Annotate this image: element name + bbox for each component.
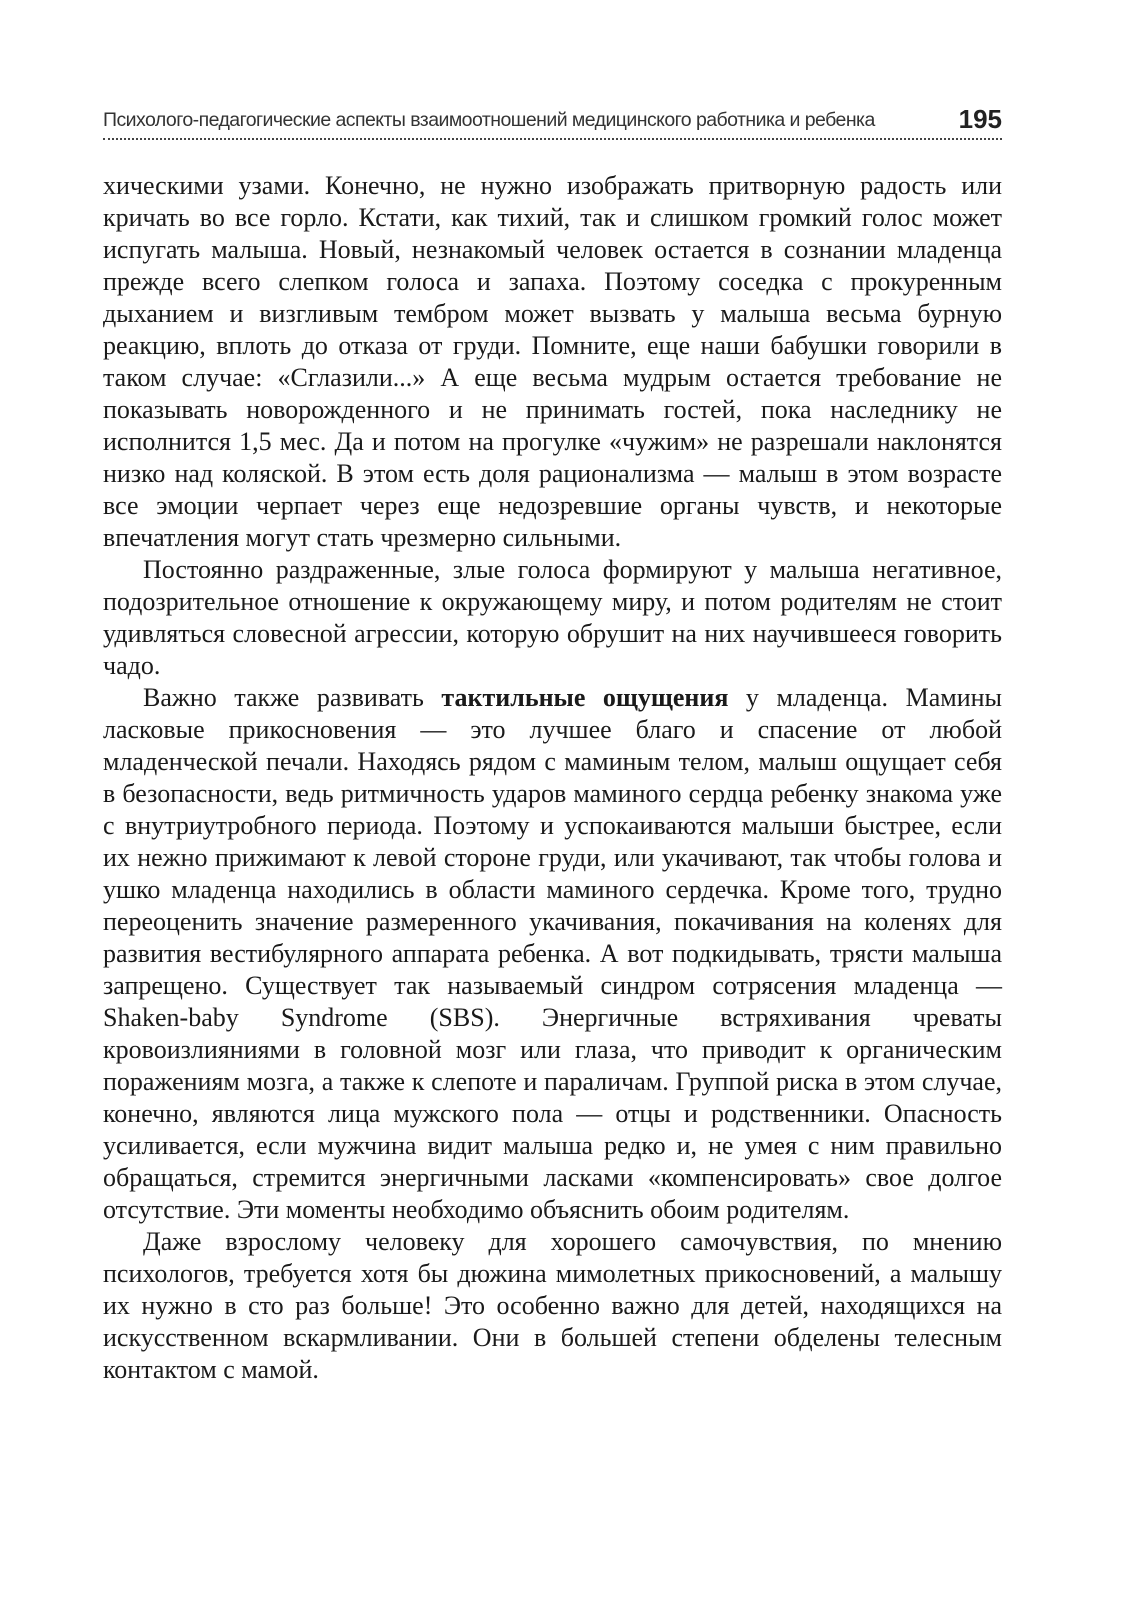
running-title: Психолого-педагогические аспекты взаимоотношений медицинского работника и ребенка bbox=[103, 109, 875, 131]
paragraph-4: Даже взрослому человеку для хорошего самочувствия, по мнению психологов, требуется хотя бы дюжина мимолетных прикосновений, а малышу их нужно в сто раз больше! Это особенно важно для детей, находящихся на искусственном вскармливании. Они в большей степени обделены телесным контактом с мамой. bbox=[103, 1227, 1002, 1384]
running-header bbox=[103, 104, 1002, 140]
paragraph-3 bbox=[103, 682, 1002, 1226]
paragraph-3-rest: у младенца. Мамины ласковые прикосновения — это лучшее благо и спасение от любой младенческой печали. Находясь рядом с маминым телом, малыш ощущает себя в безопасности, ведь ритмичность ударов маминого сердца ребенку знакома уже с внутриутробного периода. Поэтому и успокаиваются малыши быстрее, если их нежно прижимают к левой стороне груди, или укачивают, так чтобы голова и ушко младенца находились в области маминого сердечка. Кроме того, трудно переоценить значение размеренного укачивания, покачивания на коленях для развития вестибулярного аппарата ребенка. А вот подкидывать, трясти малыша запрещено. Существует так называемый синдром сотрясения младенца — Shaken-baby Syndrome (SBS). Энергичные встряхивания чреваты кровоизлияниями в головной мозг или глаза, что приводит к органическим поражениям мозга, а также к слепоте и параличам. Группой риска в этом случае, конечно, являются лица мужского пола — отцы и родственники. Опасность усиливается, если мужчина видит малыша редко и, не умея с ним правильно обращаться, стремится энергичными ласками «компенсировать» свое долгое отсутствие. Эти моменты необходимо объяснить обоим родителям. bbox=[103, 683, 1003, 1224]
paragraph-1: хическими узами. Конечно, не нужно изображать притворную радость или кричать во все горло. Кстати, как тихий, так и слишком громкий голос может испугать малыша. Новый, незнакомый человек остается в сознании младенца прежде всего слепком голоса и запаха. Поэтому соседка с прокуренным дыханием и визгливым тембром может вызвать у малыша весьма бурную реакцию, вплоть до отказа от груди. Помните, еще наши бабушки говорили в таком случае: «Сглазили...» А еще весьма мудрым остается требование не показывать новорожденного и не принимать гостей, пока наследнику не исполнится 1,5 мес. Да и потом на прогулке «чужим» не разрешали наклонятся низко над коляской. В этом есть доля рационализма — малыш в этом возрасте все эмоции черпает через еще недозревшие органы чувств, и некоторые впечатления могут стать чрезмерно сильными. bbox=[103, 171, 1002, 552]
paragraph-2: Постоянно раздраженные, злые голоса формируют у малыша негативное, подозрительное отношение к окружающему миру, и потом родителям не стоит удивляться словесной агрессии, которую обрушит на них научившееся говорить чадо. bbox=[103, 555, 1002, 680]
body-text bbox=[103, 170, 1002, 1386]
page-number: 195 bbox=[958, 104, 1002, 134]
paragraph-3-lead: Важно также развивать bbox=[143, 683, 442, 712]
highlighted-term: тактильные ощущения bbox=[441, 683, 729, 712]
